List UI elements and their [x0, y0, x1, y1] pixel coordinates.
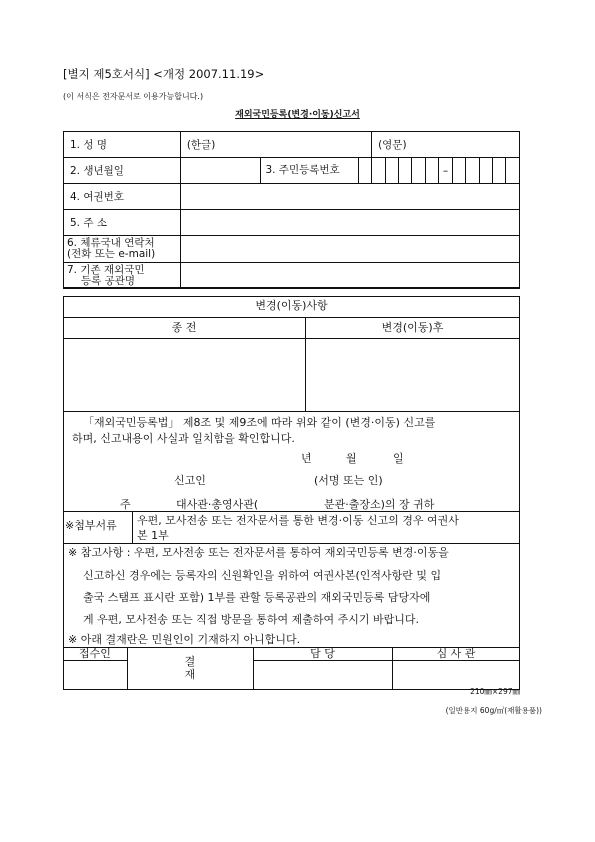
addressee-branch: 분관·출장소)의 장 귀하 [324, 498, 435, 511]
attachments-text-line2: 본 1부 [137, 529, 169, 542]
reviewer-sign-field[interactable] [393, 661, 519, 689]
name-english-label: (영문) [378, 139, 407, 151]
contact-label-line2: (전화 또는 e-mail) [67, 248, 156, 260]
previous-office-label-line2: 등록 공관명 [81, 274, 136, 287]
previous-office-field[interactable] [180, 263, 519, 289]
previous-office-label [64, 263, 181, 289]
rrn-digit[interactable] [493, 158, 506, 184]
passport-label: 4. 여권번호 [64, 184, 181, 210]
electronic-document-note: (이 서식은 전자문서로 이용가능합니다.) [63, 92, 204, 101]
receiver-label: 접수인 [79, 647, 111, 660]
address-label: 5. 주 소 [64, 210, 181, 236]
reviewer-label: 심 사 관 [436, 647, 476, 660]
name-korean-field[interactable] [180, 132, 371, 158]
declaration-line2: 하며, 신고내용이 사실과 일치함을 확인합니다. [72, 432, 295, 445]
addressee-prefix: 주 [120, 498, 131, 511]
officer-label: 담 당 [310, 647, 335, 660]
before-change-field[interactable] [64, 339, 304, 410]
contact-label-line1: 6. 체류국내 연락처 [67, 237, 155, 249]
addressee-embassy: 대사관·총영사관( [176, 498, 259, 511]
notes-line1: ※ 참고사항 : 우편, 모사전송 또는 전자문서를 통하여 재외국민등록 변경·이동을 [68, 546, 449, 559]
approval-label-bottom: 재 [184, 668, 196, 681]
previous-office-label-line1: 7. 기존 재외국민 [67, 263, 145, 276]
divider [132, 511, 133, 543]
divider [63, 317, 520, 318]
form-title: 재외국민등록(변경·이동)신고서 [235, 110, 360, 120]
date-month-label: 월 [346, 452, 357, 465]
contact-label [64, 236, 181, 263]
officer-sign-field[interactable] [254, 661, 391, 689]
approval-label-top: 결 [184, 655, 196, 668]
name-label: 1. 성 명 [64, 132, 181, 158]
before-change-label: 종 전 [171, 321, 197, 334]
signature-label: (서명 또는 인) [314, 474, 383, 487]
date-year-label: 년 [301, 452, 312, 465]
form-number: [별지 제5호서식] <개정 2007.11.19> [63, 67, 265, 81]
rrn-digit[interactable] [385, 158, 398, 184]
change-section-title: 변경(이동)사항 [255, 299, 328, 312]
rrn-digit[interactable] [372, 158, 385, 184]
attachments-label: ※첨부서류 [65, 519, 117, 532]
rrn-digit[interactable] [506, 158, 520, 184]
paper-size: 210㎜×297㎜ [470, 687, 520, 696]
personal-info-table [63, 131, 520, 289]
rrn-digit[interactable] [466, 158, 479, 184]
passport-field[interactable] [180, 184, 519, 210]
paper-type: (일반용지 60g/㎡(재활용품)) [445, 706, 542, 715]
name-english-field[interactable] [372, 132, 520, 158]
declaration-line1: 「재외국민등록법」 제8조 및 제9조에 따라 위와 같이 (변경·이동) 신고를 [83, 416, 436, 429]
notes-line4: 게 우편, 모사전송 또는 직접 방문을 통하여 제출하여 주시기 바랍니다. [83, 613, 419, 626]
date-day-label: 일 [393, 452, 404, 465]
name-korean-label: (한글) [186, 139, 216, 151]
rrn-digit[interactable] [398, 158, 411, 184]
after-change-field[interactable] [306, 339, 519, 410]
notes-line2: 신고하신 경우에는 등록자의 신원확인을 위하여 여권사본(인적사항란 및 입 [83, 569, 442, 582]
rrn-digit[interactable] [412, 158, 425, 184]
rrn-digit[interactable] [358, 158, 371, 184]
rrn-digit[interactable] [425, 158, 438, 184]
contact-field[interactable] [180, 236, 519, 263]
notes-line3: 출국 스탬프 표시란 포함) 1부를 관할 등록공관의 재외국민등록 담당자에 [83, 591, 431, 604]
address-field[interactable] [180, 210, 519, 236]
rrn-digit[interactable] [452, 158, 465, 184]
attachments-text-line1: 우편, 모사전송 또는 전자문서를 통한 변경·이동 신고의 경우 여권사 [137, 514, 459, 527]
divider [63, 543, 520, 544]
rrn-dash: – [439, 158, 452, 184]
birth-label: 2. 생년월일 [64, 158, 181, 184]
rrn-digit[interactable] [479, 158, 492, 184]
approval-note: ※ 아래 결재란은 민원인이 기재하지 아니합니다. [68, 633, 301, 646]
receiver-stamp-field[interactable] [64, 661, 126, 689]
after-change-label: 변경(이동)후 [381, 321, 444, 334]
birth-field[interactable] [180, 158, 261, 184]
rrn-label: 3. 주민등록번호 [261, 158, 358, 184]
reporter-label: 신고인 [174, 474, 206, 487]
